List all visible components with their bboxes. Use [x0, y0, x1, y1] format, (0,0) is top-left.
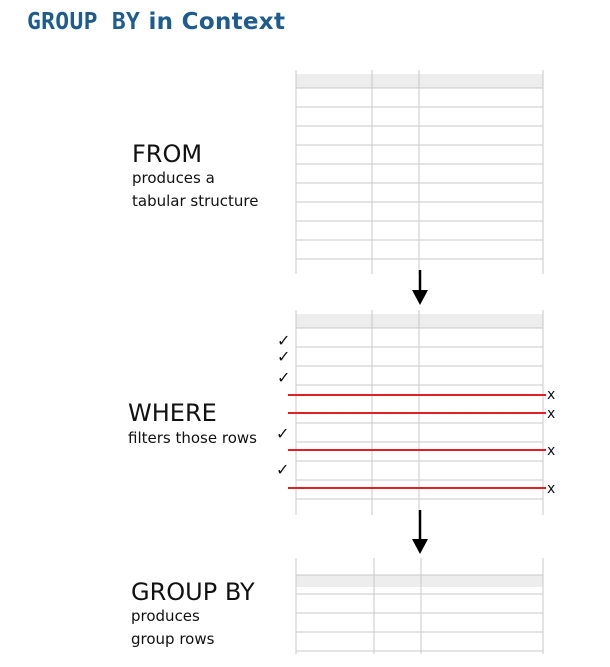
groupby-description-line-1: produces	[131, 607, 200, 625]
x-mark-3: x	[547, 443, 556, 459]
x-mark-2: x	[547, 406, 556, 422]
title-rest: in Context	[140, 9, 286, 35]
where-heading: WHERE	[128, 399, 217, 427]
check-mark-5: ✓	[276, 460, 290, 479]
check-mark-4: ✓	[276, 424, 290, 443]
check-mark-1: ✓	[277, 331, 291, 350]
groupby-heading: GROUP BY	[131, 578, 255, 606]
title-keyword: GROUP BY	[27, 9, 141, 35]
x-mark-4: x	[547, 481, 556, 497]
from-heading: FROM	[132, 140, 203, 168]
from-description-line-2: tabular structure	[132, 192, 259, 210]
from-description-line-1: produces a	[132, 169, 215, 187]
check-mark-3: ✓	[277, 368, 291, 387]
from-table	[296, 70, 543, 274]
groupby-description-line-2: group rows	[131, 630, 215, 648]
groupby-table	[296, 558, 543, 654]
x-mark-1: x	[547, 387, 556, 403]
arrow-where-to-groupby	[412, 510, 428, 554]
groupby-table-header	[296, 575, 543, 587]
where-description-line-1: filters those rows	[128, 429, 257, 447]
arrow-from-to-where	[412, 270, 428, 305]
check-mark-2: ✓	[277, 347, 291, 366]
